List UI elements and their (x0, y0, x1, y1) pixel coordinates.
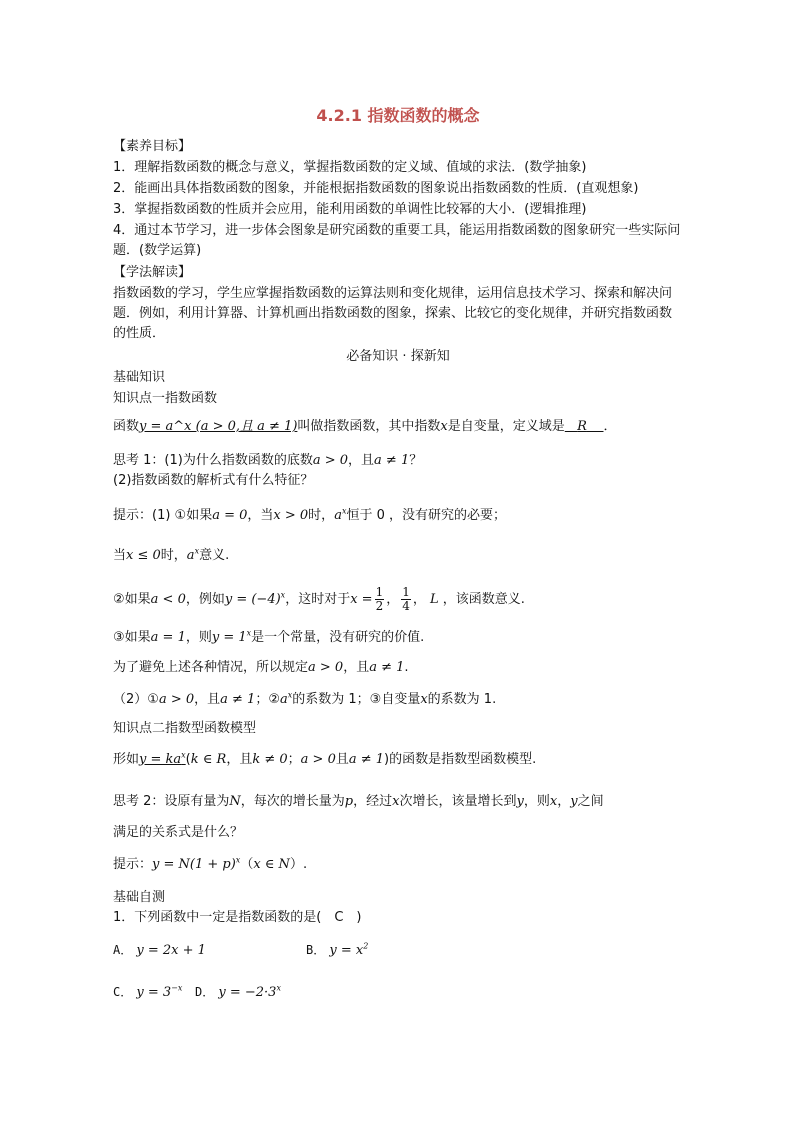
hint-2: 提示：$y = N(1 + p)^x(x$ ∈ N）. (113, 855, 308, 872)
fraction-one-quarter: $\frac{1}{4}$ (402, 585, 410, 613)
self-test-label: 基础自测 (113, 890, 166, 905)
kp2-definition: 形如$y = ka^x(k$ ∈ R，且k ≠ 0；a > 0且a ≠ 1)的函数是指数型函数模型. (113, 750, 537, 767)
option-d: D． $y = -2\cdot 3^x$ (195, 983, 281, 1000)
hint-1-line: 提示：(1) ①如果a = 0，当x > 0时，$a^x$恒于 0 ，没有研究的必要； (113, 506, 507, 523)
kp1-domain: R (577, 419, 587, 434)
kp1-formula: y = a^x (a > 0,且 a ≠ 1) (139, 419, 298, 434)
option-a: A． y = 2x + 1 (113, 943, 206, 958)
knowledge-point-1-title: 知识点一指数函数 (113, 391, 218, 406)
option-c: C． $y = 3^{-x}$ (113, 983, 183, 1000)
question-1: 1．下列函数中一定是指数函数的是( C ) (113, 910, 362, 925)
hint-1-line: 当x ≤ 0时，$a^x$意义. (113, 546, 230, 563)
hint-1-line: ③如果a = 1，则$y = 1^x$是一个常量，没有研究的价值. (113, 628, 425, 645)
method-header: 【学法解读】 (113, 265, 192, 280)
hint-1-line: 为了避免上述各种情况，所以规定a > 0，且a ≠ 1. (113, 660, 409, 675)
hint-1-line: ②如果a < 0，例如$y = (-4)^x$，这时对于x = $\frac{1}{2}$ ， $\frac{1}{4}$ ， L ，该函数意义. (113, 585, 525, 613)
method-text: 指数函数的学习，学生应掌握指数函数的运算法则和变化规律，运用信息技术学习、探索和解决问题．例如，利用计算器、计算机画出指数函数的图象，探索、比较它的变化规律，并研究指数函数的性质． (113, 286, 673, 341)
goal-item: 4．通过本节学习，进一步体会图象是研究函数的重要工具，能运用指数函数的图象研究一些实际问题．(数学运算) (113, 223, 681, 258)
kp1-definition: 函数y = a^x (a > 0,且 a ≠ 1)叫做指数函数，其中指数x是自变量，定义域是 R ． (113, 419, 617, 434)
goals-header: 【素养目标】 (113, 139, 192, 154)
knowledge-header: 必备知识 · 探新知 (346, 349, 450, 364)
basic-knowledge-label: 基础知识 (113, 370, 166, 385)
goal-item: 2．能画出具体指数函数的图象，并能根据指数函数的图象说出指数函数的性质．(直观想象) (113, 181, 639, 196)
goal-item: 3．掌握指数函数的性质并会应用，能利用函数的单调性比较幂的大小．(逻辑推理) (113, 202, 587, 217)
think-2: 思考 2：设原有量为N，每次的增长量为p，经过x次增长，该量增长到y，则x，y之间 (113, 794, 604, 809)
page-title: 4.2.1 指数函数的概念 (316, 106, 480, 125)
goal-item: 1．理解指数函数的概念与意义，掌握指数函数的定义域、值域的求法．(数学抽象) (113, 160, 587, 175)
think-2-line-2: 满足的关系式是什么？ (113, 825, 244, 840)
fraction-one-half: $\frac{1}{2}$ (375, 585, 384, 613)
hint-1-part-2: （2）①a > 0，且a ≠ 1；$②a^x$的系数为 1；③自变量x的系数为 1. (113, 690, 497, 707)
knowledge-point-2-title: 知识点二指数型函数模型 (113, 721, 257, 736)
think-1-part-2: (2)指数函数的解析式有什么特征？ (113, 473, 314, 488)
option-b: B． $y = x^2$ (306, 941, 369, 958)
think-1: 思考 1：(1)为什么指数函数的底数a > 0，且a ≠ 1？ (113, 453, 423, 468)
